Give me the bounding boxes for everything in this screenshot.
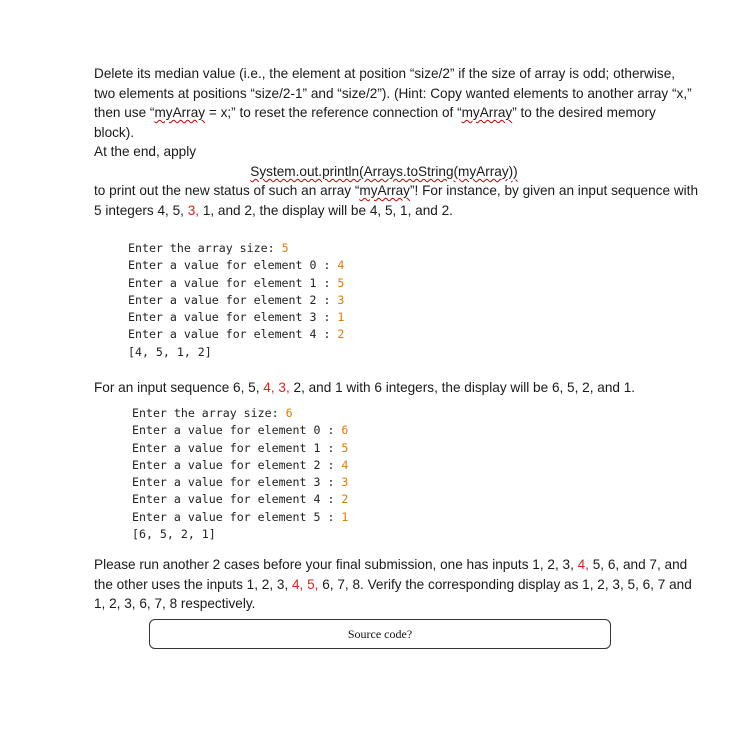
highlighted-value: 4, 5,: [292, 576, 319, 592]
console-line: Enter the array size: 6: [132, 406, 293, 420]
console-line: Enter a value for element 4 : 2: [128, 327, 345, 342]
console-line: Enter a value for element 3 : 3: [132, 475, 349, 490]
misspelled-word: myArray: [461, 105, 513, 121]
instruction-block: [94, 64, 698, 220]
console-line: Enter the array size: 5: [128, 241, 289, 255]
instruction-paragraph-3: to print out the new status of such an array “myArray”! For instance, by given an input sequence with 5 integers 4, 5, 3, 1, and 2, the display will be 4, 5, 1, and 2.: [94, 182, 699, 218]
instruction-paragraph-4: For an input sequence 6, 5, 4, 3, 2, and 1 with 6 integers, the display will be 6, 5, 2, and 1.: [94, 380, 636, 395]
console-result: [6, 5, 2, 1]: [132, 527, 216, 542]
console-line: Enter a value for element 1 : 5: [128, 275, 345, 290]
answer-box-label: Source code?: [347, 626, 413, 641]
console-line: Enter a value for element 0 : 6: [132, 423, 349, 438]
print-statement: System.out.println(Arrays.toString(myArray)): [250, 163, 518, 179]
instruction-paragraph-5: Please run another 2 cases before your final submission, one has inputs 1, 2, 3, 4, 5, 6, and 7, and the other uses the inputs 1, 2, 3, 4, 5, 6, 7, 8. Verify the corresponding display as 1, 2, 3, 5, 6, 7 and 1, 2, 3, 6, 7, 8 respectively.: [94, 557, 692, 612]
highlighted-value: 4, 3,: [263, 380, 290, 395]
instruction-paragraph-2: At the end, apply: [94, 144, 197, 160]
highlighted-value: 4,: [577, 557, 589, 572]
console-line: Enter a value for element 3 : 1: [128, 310, 345, 325]
console-line: Enter a value for element 2 : 3: [128, 292, 345, 307]
console-line: Enter a value for element 4 : 2: [132, 492, 349, 507]
source-code-answer-box[interactable]: [149, 619, 611, 649]
instruction-paragraph-1: Delete its median value (i.e., the element at position “size/2” if the size of array is odd; otherwise, two elements at positions “size/2-1” and “size/2”). (Hint: Copy wanted elements to another array “x,” then use “myArray = x;” to reset the reference connection of “myArray” to the desired memory block).: [94, 66, 692, 140]
misspelled-word: myArray: [154, 105, 206, 121]
console-output-example-2: [132, 405, 348, 543]
console-output-example-1: [128, 240, 344, 361]
highlighted-value: 3,: [187, 202, 200, 218]
console-line: Enter a value for element 0 : 4: [128, 258, 345, 273]
misspelled-word: myArray: [359, 182, 410, 198]
console-line: Enter a value for element 1 : 5: [132, 440, 349, 455]
console-line: Enter a value for element 2 : 4: [132, 457, 349, 472]
console-line: Enter a value for element 5 : 1: [132, 509, 349, 524]
console-result: [4, 5, 1, 2]: [128, 344, 212, 359]
